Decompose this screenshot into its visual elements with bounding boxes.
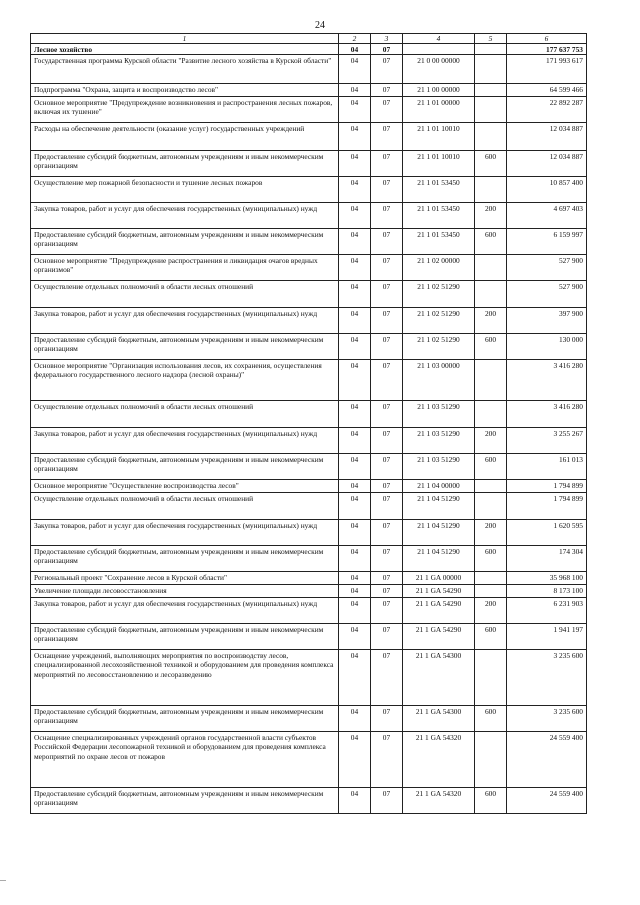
row-amount: 177 637 753 bbox=[507, 44, 587, 55]
row-subsection: 07 bbox=[371, 520, 403, 546]
row-section: 04 bbox=[339, 598, 371, 624]
row-expense-type: 600 bbox=[475, 624, 507, 650]
row-section: 04 bbox=[339, 520, 371, 546]
row-amount: 174 304 bbox=[507, 546, 587, 572]
row-subsection: 07 bbox=[371, 788, 403, 814]
row-expense-type: 600 bbox=[475, 706, 507, 732]
row-subsection: 07 bbox=[371, 454, 403, 480]
row-amount: 1 620 595 bbox=[507, 520, 587, 546]
row-target-code: 21 1 03 51290 bbox=[403, 401, 475, 428]
row-amount: 4 697 403 bbox=[507, 203, 587, 229]
row-amount: 12 034 887 bbox=[507, 123, 587, 151]
row-target-code: 21 1 GA 54300 bbox=[403, 706, 475, 732]
row-name: Оснащение специализированных учреждений органов государственной власти субъектов Российской Федерации лесопожарной техникой и оборудованием для проведения комплекса мероприятий по охране лесов от пожаров bbox=[31, 732, 339, 788]
table-row bbox=[31, 598, 587, 624]
row-section: 04 bbox=[339, 229, 371, 255]
row-section: 04 bbox=[339, 44, 371, 55]
row-subsection: 07 bbox=[371, 44, 403, 55]
header-cell: 5 bbox=[475, 34, 507, 44]
row-name: Закупка товаров, работ и услуг для обеспечения государственных (муниципальных) нужд bbox=[31, 308, 339, 334]
row-amount: 6 231 903 bbox=[507, 598, 587, 624]
row-section: 04 bbox=[339, 572, 371, 585]
table-row bbox=[31, 55, 587, 84]
row-expense-type: 200 bbox=[475, 308, 507, 334]
row-name: Закупка товаров, работ и услуг для обеспечения государственных (муниципальных) нужд bbox=[31, 520, 339, 546]
row-expense-type bbox=[475, 123, 507, 151]
row-amount: 130 000 bbox=[507, 334, 587, 360]
row-expense-type bbox=[475, 84, 507, 97]
row-subsection: 07 bbox=[371, 229, 403, 255]
row-name: Основное мероприятие "Предупреждение распространения и ликвидация очагов вредных организмов" bbox=[31, 255, 339, 281]
row-section: 04 bbox=[339, 177, 371, 203]
table-row bbox=[31, 454, 587, 480]
row-subsection: 07 bbox=[371, 598, 403, 624]
row-section: 04 bbox=[339, 151, 371, 177]
table-row bbox=[31, 624, 587, 650]
row-subsection: 07 bbox=[371, 97, 403, 123]
row-section: 04 bbox=[339, 650, 371, 706]
row-expense-type: 600 bbox=[475, 788, 507, 814]
row-expense-type: 600 bbox=[475, 334, 507, 360]
row-section: 04 bbox=[339, 428, 371, 454]
row-amount: 397 900 bbox=[507, 308, 587, 334]
row-target-code: 21 0 00 00000 bbox=[403, 55, 475, 84]
row-expense-type bbox=[475, 650, 507, 706]
row-amount: 8 173 100 bbox=[507, 585, 587, 598]
row-target-code: 21 1 03 51290 bbox=[403, 454, 475, 480]
row-subsection: 07 bbox=[371, 493, 403, 520]
table-row bbox=[31, 281, 587, 308]
row-expense-type bbox=[475, 732, 507, 788]
row-target-code: 21 1 02 00000 bbox=[403, 255, 475, 281]
row-section: 04 bbox=[339, 255, 371, 281]
row-amount: 6 159 997 bbox=[507, 229, 587, 255]
row-amount: 10 857 400 bbox=[507, 177, 587, 203]
row-expense-type bbox=[475, 177, 507, 203]
table-row bbox=[31, 97, 587, 123]
row-target-code: 21 1 02 51290 bbox=[403, 334, 475, 360]
row-expense-type bbox=[475, 572, 507, 585]
row-name: Предоставление субсидий бюджетным, автономным учреждениям и иным некоммерческим организациям bbox=[31, 229, 339, 255]
table-row bbox=[31, 650, 587, 706]
row-name: Предоставление субсидий бюджетным, автономным учреждениям и иным некоммерческим организациям bbox=[31, 706, 339, 732]
row-section: 04 bbox=[339, 624, 371, 650]
row-amount: 527 900 bbox=[507, 255, 587, 281]
header-cell: 3 bbox=[371, 34, 403, 44]
row-expense-type bbox=[475, 44, 507, 55]
row-subsection: 07 bbox=[371, 480, 403, 493]
row-expense-type bbox=[475, 585, 507, 598]
row-section: 04 bbox=[339, 546, 371, 572]
row-target-code: 21 1 00 00000 bbox=[403, 84, 475, 97]
row-amount: 3 235 600 bbox=[507, 706, 587, 732]
row-section: 04 bbox=[339, 334, 371, 360]
header-cell: 2 bbox=[339, 34, 371, 44]
row-section: 04 bbox=[339, 203, 371, 229]
row-subsection: 07 bbox=[371, 624, 403, 650]
row-name: Оснащение учреждений, выполняющих мероприятия по воспроизводству лесов, специализированной лесохозяйственной техникой и оборудованием для проведения комплекса мероприятий по лесовосстановлению и лесоразведению bbox=[31, 650, 339, 706]
header-cell: 1 bbox=[31, 34, 339, 44]
row-subsection: 07 bbox=[371, 123, 403, 151]
table-row bbox=[31, 255, 587, 281]
row-amount: 1 941 197 bbox=[507, 624, 587, 650]
row-expense-type bbox=[475, 360, 507, 401]
table-row bbox=[31, 44, 587, 55]
row-section: 04 bbox=[339, 732, 371, 788]
table-row bbox=[31, 732, 587, 788]
row-subsection: 07 bbox=[371, 732, 403, 788]
row-subsection: 07 bbox=[371, 572, 403, 585]
row-name: Предоставление субсидий бюджетным, автономным учреждениям и иным некоммерческим организациям bbox=[31, 151, 339, 177]
row-target-code: 21 1 01 10010 bbox=[403, 151, 475, 177]
row-name: Предоставление субсидий бюджетным, автономным учреждениям и иным некоммерческим организациям bbox=[31, 624, 339, 650]
row-expense-type: 200 bbox=[475, 203, 507, 229]
header-cell: 4 bbox=[403, 34, 475, 44]
row-subsection: 07 bbox=[371, 84, 403, 97]
row-amount: 12 034 887 bbox=[507, 151, 587, 177]
row-target-code: 21 1 GA 54320 bbox=[403, 732, 475, 788]
row-target-code: 21 1 GA 00000 bbox=[403, 572, 475, 585]
row-name: Расходы на обеспечение деятельности (оказание услуг) государственных учреждений bbox=[31, 123, 339, 151]
row-expense-type: 600 bbox=[475, 151, 507, 177]
row-name: Осуществление отдельных полномочий в области лесных отношений bbox=[31, 401, 339, 428]
row-target-code: 21 1 02 51290 bbox=[403, 308, 475, 334]
row-section: 04 bbox=[339, 308, 371, 334]
row-name: Основное мероприятие "Осуществление воспроизводства лесов" bbox=[31, 480, 339, 493]
row-subsection: 07 bbox=[371, 360, 403, 401]
row-amount: 24 559 400 bbox=[507, 732, 587, 788]
table-row bbox=[31, 229, 587, 255]
row-section: 04 bbox=[339, 55, 371, 84]
row-amount: 1 794 899 bbox=[507, 480, 587, 493]
row-subsection: 07 bbox=[371, 401, 403, 428]
table-row bbox=[31, 480, 587, 493]
row-amount: 3 255 267 bbox=[507, 428, 587, 454]
budget-table bbox=[30, 33, 587, 814]
row-name: Осуществление мер пожарной безопасности и тушение лесных пожаров bbox=[31, 177, 339, 203]
row-expense-type bbox=[475, 97, 507, 123]
row-section: 04 bbox=[339, 585, 371, 598]
row-name: Предоставление субсидий бюджетным, автономным учреждениям и иным некоммерческим организациям bbox=[31, 788, 339, 814]
row-subsection: 07 bbox=[371, 177, 403, 203]
row-section: 04 bbox=[339, 493, 371, 520]
row-subsection: 07 bbox=[371, 308, 403, 334]
row-expense-type bbox=[475, 55, 507, 84]
row-expense-type bbox=[475, 493, 507, 520]
row-section: 04 bbox=[339, 480, 371, 493]
row-section: 04 bbox=[339, 454, 371, 480]
table-row bbox=[31, 788, 587, 814]
row-target-code: 21 1 04 51290 bbox=[403, 493, 475, 520]
row-name: Основное мероприятие "Организация использования лесов, их сохранения, осуществления федерального государственного лесного надзора (лесной охраны)" bbox=[31, 360, 339, 401]
row-amount: 24 559 400 bbox=[507, 788, 587, 814]
row-amount: 161 013 bbox=[507, 454, 587, 480]
table-row bbox=[31, 585, 587, 598]
row-section: 04 bbox=[339, 281, 371, 308]
row-target-code: 21 1 03 51290 bbox=[403, 428, 475, 454]
row-subsection: 07 bbox=[371, 546, 403, 572]
row-subsection: 07 bbox=[371, 334, 403, 360]
row-amount: 3 235 600 bbox=[507, 650, 587, 706]
row-target-code: 21 1 GA 54290 bbox=[403, 598, 475, 624]
table-row bbox=[31, 308, 587, 334]
row-subsection: 07 bbox=[371, 428, 403, 454]
row-section: 04 bbox=[339, 84, 371, 97]
row-name: Подпрограмма "Охрана, защита и воспроизводство лесов" bbox=[31, 84, 339, 97]
row-target-code: 21 1 02 51290 bbox=[403, 281, 475, 308]
table-row bbox=[31, 334, 587, 360]
table-row bbox=[31, 706, 587, 732]
row-target-code: 21 1 01 53450 bbox=[403, 203, 475, 229]
row-name: Закупка товаров, работ и услуг для обеспечения государственных (муниципальных) нужд bbox=[31, 598, 339, 624]
row-subsection: 07 bbox=[371, 151, 403, 177]
table-row bbox=[31, 151, 587, 177]
row-expense-type bbox=[475, 281, 507, 308]
row-target-code: 21 1 GA 54320 bbox=[403, 788, 475, 814]
row-subsection: 07 bbox=[371, 585, 403, 598]
row-target-code: 21 1 GA 54290 bbox=[403, 585, 475, 598]
row-expense-type: 600 bbox=[475, 546, 507, 572]
row-target-code: 21 1 04 51290 bbox=[403, 520, 475, 546]
row-target-code: 21 1 01 53450 bbox=[403, 177, 475, 203]
row-name: Осуществление отдельных полномочий в области лесных отношений bbox=[31, 281, 339, 308]
row-target-code: 21 1 04 00000 bbox=[403, 480, 475, 493]
table-row bbox=[31, 572, 587, 585]
table-header-row bbox=[31, 34, 587, 44]
row-target-code: 21 1 01 00000 bbox=[403, 97, 475, 123]
row-subsection: 07 bbox=[371, 203, 403, 229]
row-amount: 3 416 280 bbox=[507, 360, 587, 401]
row-name: Лесное хозяйство bbox=[31, 44, 339, 55]
row-subsection: 07 bbox=[371, 281, 403, 308]
row-expense-type: 200 bbox=[475, 428, 507, 454]
row-amount: 35 968 100 bbox=[507, 572, 587, 585]
table-row bbox=[31, 177, 587, 203]
table-row bbox=[31, 203, 587, 229]
row-target-code bbox=[403, 44, 475, 55]
row-expense-type bbox=[475, 480, 507, 493]
row-subsection: 07 bbox=[371, 255, 403, 281]
row-target-code: 21 1 GA 54300 bbox=[403, 650, 475, 706]
row-subsection: 07 bbox=[371, 706, 403, 732]
row-target-code: 21 1 01 53450 bbox=[403, 229, 475, 255]
row-name: Региональный проект "Сохранение лесов в Курской области" bbox=[31, 572, 339, 585]
table-row bbox=[31, 546, 587, 572]
row-amount: 64 599 466 bbox=[507, 84, 587, 97]
table-row bbox=[31, 401, 587, 428]
row-name: Увеличение площади лесовосстановления bbox=[31, 585, 339, 598]
row-amount: 171 993 617 bbox=[507, 55, 587, 84]
row-section: 04 bbox=[339, 401, 371, 428]
row-name: Предоставление субсидий бюджетным, автономным учреждениям и иным некоммерческим организациям bbox=[31, 334, 339, 360]
row-amount: 527 900 bbox=[507, 281, 587, 308]
row-expense-type: 200 bbox=[475, 520, 507, 546]
table-row bbox=[31, 84, 587, 97]
row-expense-type: 600 bbox=[475, 229, 507, 255]
row-target-code: 21 1 04 51290 bbox=[403, 546, 475, 572]
row-amount: 3 416 280 bbox=[507, 401, 587, 428]
row-section: 04 bbox=[339, 788, 371, 814]
table-row bbox=[31, 360, 587, 401]
row-section: 04 bbox=[339, 97, 371, 123]
page-number: 24 bbox=[315, 20, 325, 31]
row-target-code: 21 1 01 10010 bbox=[403, 123, 475, 151]
row-name: Закупка товаров, работ и услуг для обеспечения государственных (муниципальных) нужд bbox=[31, 203, 339, 229]
row-subsection: 07 bbox=[371, 55, 403, 84]
row-expense-type: 200 bbox=[475, 598, 507, 624]
row-name: Государственная программа Курской области "Развитие лесного хозяйства в Курской области" bbox=[31, 55, 339, 84]
table-row bbox=[31, 123, 587, 151]
header-cell: 6 bbox=[507, 34, 587, 44]
row-target-code: 21 1 03 00000 bbox=[403, 360, 475, 401]
row-name: Закупка товаров, работ и услуг для обеспечения государственных (муниципальных) нужд bbox=[31, 428, 339, 454]
row-name: Основное мероприятие "Предупреждение возникновения и распространения лесных пожаров, включая их тушение" bbox=[31, 97, 339, 123]
row-section: 04 bbox=[339, 706, 371, 732]
row-section: 04 bbox=[339, 123, 371, 151]
row-expense-type bbox=[475, 401, 507, 428]
row-subsection: 07 bbox=[371, 650, 403, 706]
table-row bbox=[31, 520, 587, 546]
row-name: Предоставление субсидий бюджетным, автономным учреждениям и иным некоммерческим организациям bbox=[31, 546, 339, 572]
row-name: Осуществление отдельных полномочий в области лесных отношений bbox=[31, 493, 339, 520]
row-amount: 22 892 287 bbox=[507, 97, 587, 123]
row-target-code: 21 1 GA 54290 bbox=[403, 624, 475, 650]
table-row bbox=[31, 493, 587, 520]
table-row bbox=[31, 428, 587, 454]
page-edge-mark bbox=[0, 880, 6, 887]
row-expense-type bbox=[475, 255, 507, 281]
row-name: Предоставление субсидий бюджетным, автономным учреждениям и иным некоммерческим организациям bbox=[31, 454, 339, 480]
row-amount: 1 794 899 bbox=[507, 493, 587, 520]
row-expense-type: 600 bbox=[475, 454, 507, 480]
row-section: 04 bbox=[339, 360, 371, 401]
